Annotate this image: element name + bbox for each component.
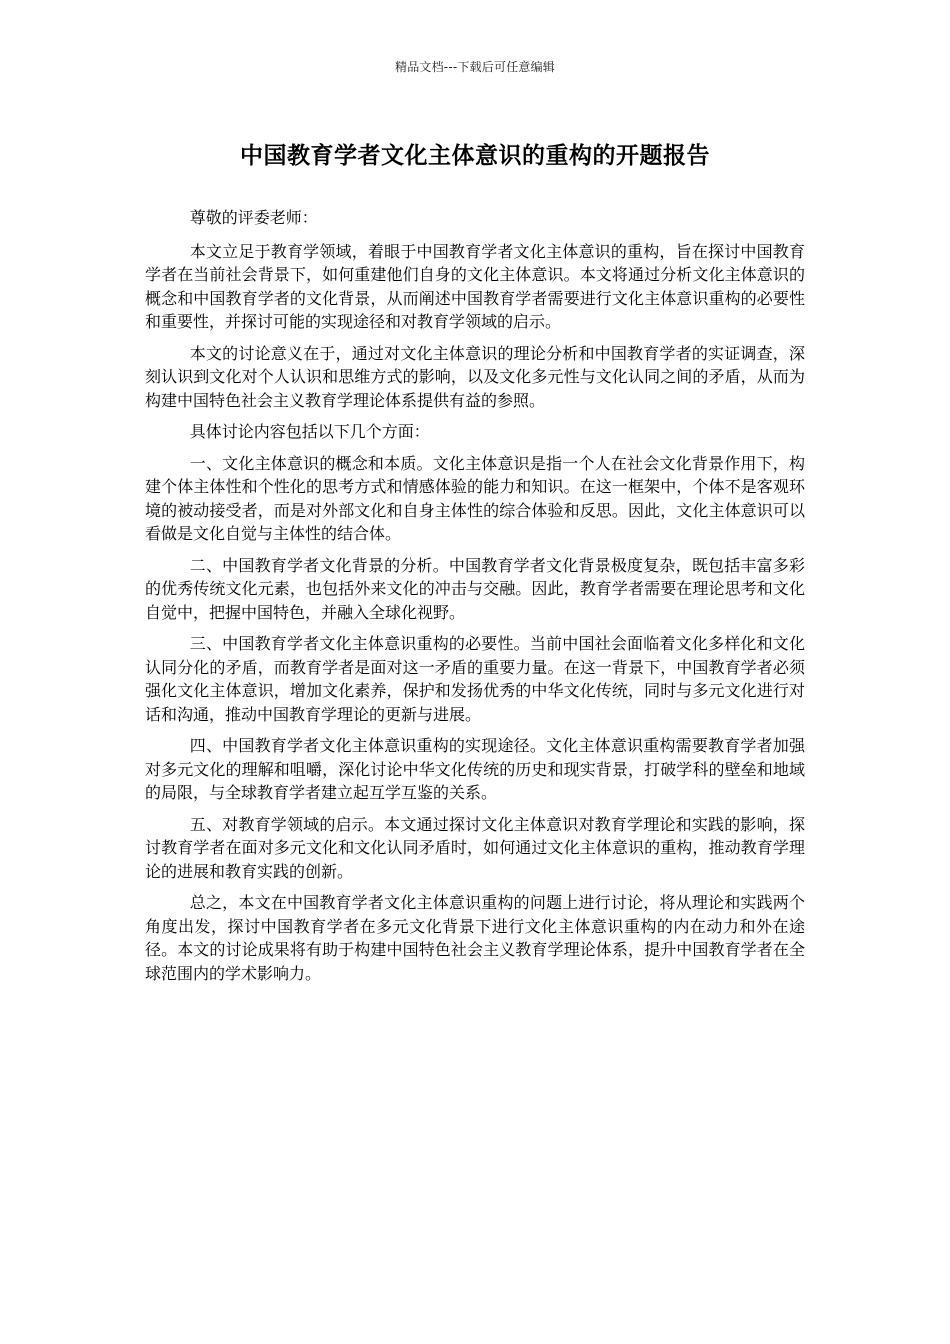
paragraph-point-3: 三、中国教育学者文化主体意识重构的必要性。当前中国社会面临着文化多样化和文化认同分化的矛盾，而教育学者是面对这一矛盾的重要力量。在这一背景下，中国教育学者必须强化文化主体意识，增加文化素养，保护和发扬优秀的中华文化传统，同时与多元文化进行对话和沟通，推动中国教育学理论的更新与进展。 [145,634,805,724]
paragraph-significance: 本文的讨论意义在于，通过对文化主体意识的理论分析和中国教育学者的实证调查，深刻认识到文化对个人认识和思维方式的影响，以及文化多元性与文化认同之间的矛盾，从而为构建中国特色社会主义教育学理论体系提供有益的参照。 [145,343,805,410]
paragraph-contents-lead: 具体讨论内容包括以下几个方面： [189,422,430,441]
paragraph-point-5: 五、对教育学领域的启示。本文通过探讨文化主体意识对教育学理论和实践的影响，探讨教育学者在面对多元文化和文化认同矛盾时，如何通过文化主体意识的重构，推动教育学理论的进展和教育实践的创新。 [145,814,805,881]
paragraph-intro: 本文立足于教育学领域，着眼于中国教育学者文化主体意识的重构，旨在探讨中国教育学者在当前社会背景下，如何重建他们自身的文化主体意识。本文将通过分析文化主体意识的概念和中国教育学者的文化背景，从而阐述中国教育学者需要进行文化主体意识重构的必要性和重要性，并探讨可能的实现途径和对教育学领域的启示。 [145,241,805,331]
document-title: 中国教育学者文化主体意识的重构的开题报告 [240,143,710,169]
paragraph-conclusion: 总之，本文在中国教育学者文化主体意识重构的问题上进行讨论，将从理论和实践两个角度出发，探讨中国教育学者在多元文化背景下进行文化主体意识重构的内在动力和外在途径。本文的讨论成果将有助于构建中国特色社会主义教育学理论体系，提升中国教育学者在全球范围内的学术影响力。 [145,893,805,983]
header-watermark: 精品文档---下载后可任意编辑 [395,60,555,74]
paragraph-point-4: 四、中国教育学者文化主体意识重构的实现途径。文化主体意识重构需要教育学者加强对多元文化的理解和咀嚼，深化讨论中华文化传统的历史和现实背景，打破学科的壁垒和地域的局限，与全球教育学者建立起互学互鉴的关系。 [145,736,805,802]
document-body [145,206,805,993]
salutation: 尊敬的评委老师： [189,208,318,227]
paragraph-point-1: 一、文化主体意识的概念和本质。文化主体意识是指一个人在社会文化背景作用下，构建个体主体性和个性化的思考方式和情感体验的能力和知识。在这一框架中，个体不是客观环境的被动接受者，而是对外部文化和自身主体性的综合体验和反思。因此，文化主体意识可以看做是文化自觉与主体性的结合体。 [145,453,805,543]
paragraph-point-2: 二、中国教育学者文化背景的分析。中国教育学者文化背景极度复杂，既包括丰富多彩的优秀传统文化元素，也包括外来文化的冲击与交融。因此，教育学者需要在理论思考和文化自觉中，把握中国特色，并融入全球化视野。 [145,555,805,622]
